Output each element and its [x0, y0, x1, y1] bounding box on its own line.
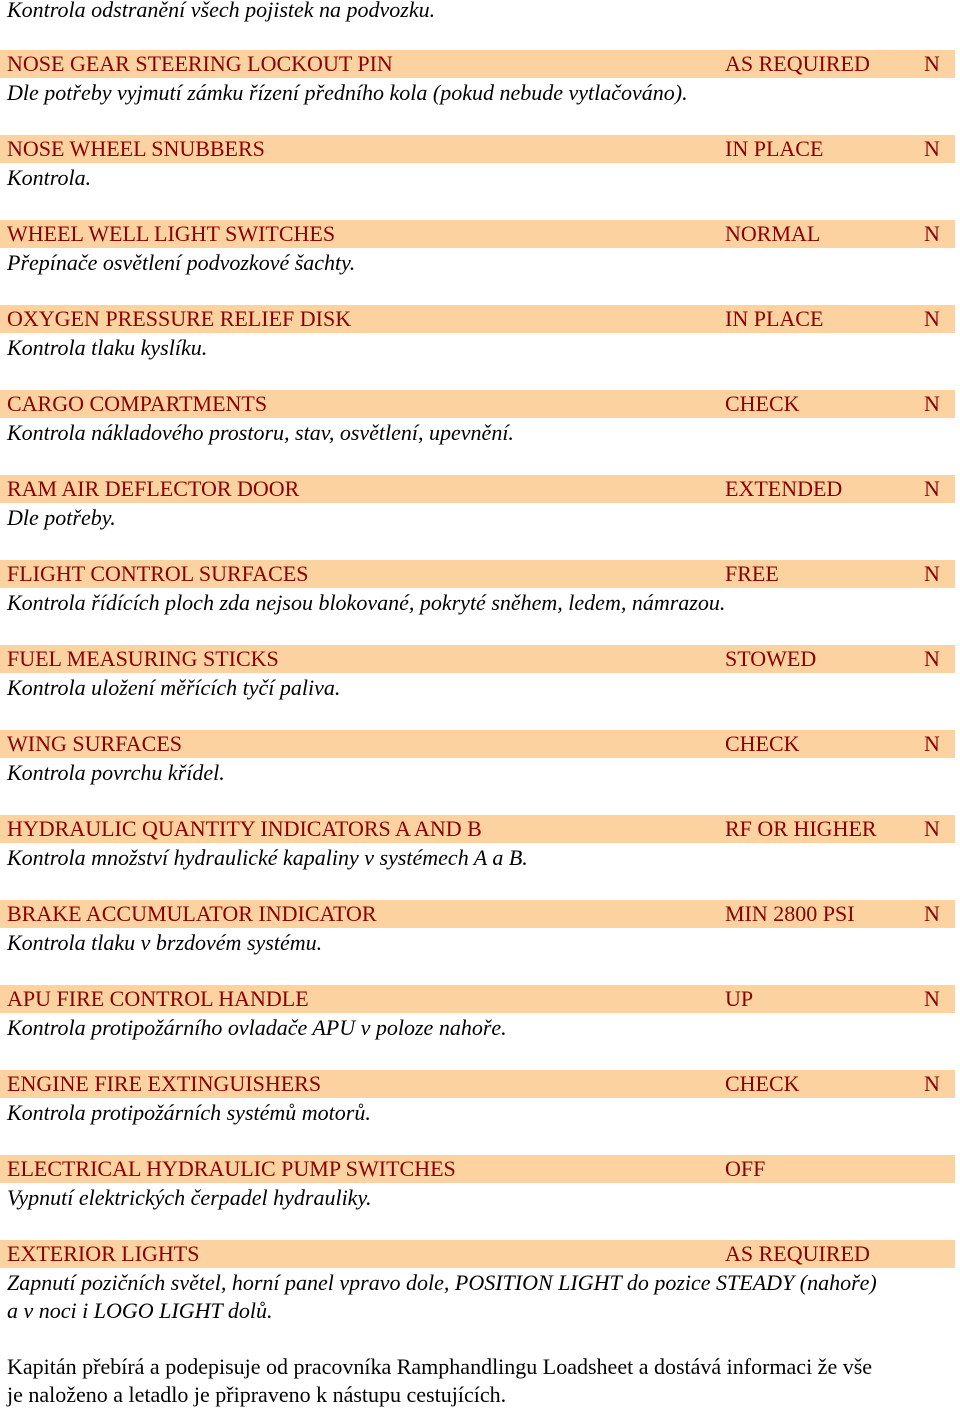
checklist-item: [0, 815, 955, 843]
item-name: WING SURFACES: [7, 731, 183, 756]
item-note: Kontrola tlaku v brzdovém systému.: [7, 930, 323, 955]
item-value: AS REQUIRED: [725, 1241, 870, 1266]
item-note: Dle potřeby.: [7, 505, 116, 530]
item-note-continued: a v noci i LOGO LIGHT dolů.: [7, 1298, 273, 1323]
checklist-item: [0, 560, 955, 588]
item-value: FREE: [725, 561, 779, 586]
item-value: UP: [725, 986, 754, 1011]
item-value: OFF: [725, 1156, 766, 1181]
item-value: MIN 2800 PSI: [725, 901, 855, 926]
item-value: IN PLACE: [725, 136, 824, 161]
item-note: Kontrola povrchu křídel.: [7, 760, 225, 785]
item-flag: N: [924, 306, 940, 331]
checklist-item: [0, 475, 955, 503]
item-note: Kontrola nákladového prostoru, stav, osvětlení, upevnění.: [7, 420, 514, 445]
item-value: RF OR HIGHER: [725, 816, 877, 841]
item-note: Zapnutí pozičních světel, horní panel vpravo dole, POSITION LIGHT do pozice STEADY (nahoře): [7, 1270, 877, 1295]
item-value: CHECK: [725, 731, 800, 756]
item-value: IN PLACE: [725, 306, 824, 331]
item-note: Kontrola.: [7, 165, 92, 190]
item-flag: N: [924, 731, 940, 756]
item-flag: N: [924, 646, 940, 671]
item-name: CARGO COMPARTMENTS: [7, 391, 268, 416]
item-flag: N: [924, 476, 940, 501]
item-name: FUEL MEASURING STICKS: [7, 646, 279, 671]
item-name: NOSE WHEEL SNUBBERS: [7, 136, 265, 161]
item-name: RAM AIR DEFLECTOR DOOR: [7, 476, 300, 501]
item-flag: N: [924, 221, 940, 246]
item-note: Přepínače osvětlení podvozkové šachty.: [7, 250, 356, 275]
item-flag: N: [924, 986, 940, 1011]
item-name: ELECTRICAL HYDRAULIC PUMP SWITCHES: [7, 1156, 456, 1181]
item-name: BRAKE ACCUMULATOR INDICATOR: [7, 901, 377, 926]
item-name: OXYGEN PRESSURE RELIEF DISK: [7, 306, 352, 331]
item-value: NORMAL: [725, 221, 821, 246]
checklist-item: [0, 50, 955, 78]
intro-note: Kontrola odstranění všech pojistek na podvozku.: [7, 0, 436, 22]
checklist-item: [0, 220, 955, 248]
item-note: Kontrola uložení měřících tyčí paliva.: [7, 675, 341, 700]
checklist-item: [0, 645, 955, 673]
final-paragraph-line-2: je naloženo a letadlo je připraveno k nástupu cestujících.: [7, 1382, 507, 1407]
item-note: Kontrola řídících ploch zda nejsou blokované, pokryté sněhem, ledem, námrazou.: [7, 590, 726, 615]
item-note: Vypnutí elektrických čerpadel hydrauliky.: [7, 1185, 372, 1210]
checklist-item: [0, 135, 955, 163]
item-value: EXTENDED: [725, 476, 843, 501]
checklist-item: [0, 900, 955, 928]
item-flag: N: [924, 391, 940, 416]
item-note: Kontrola protipožárního ovladače APU v poloze nahoře.: [7, 1015, 507, 1040]
item-flag: N: [924, 816, 940, 841]
item-flag: N: [924, 51, 940, 76]
item-name: WHEEL WELL LIGHT SWITCHES: [7, 221, 336, 246]
item-name: HYDRAULIC QUANTITY INDICATORS A AND B: [7, 816, 482, 841]
item-value: CHECK: [725, 1071, 800, 1096]
item-note: Kontrola množství hydraulické kapaliny v systémech A a B.: [7, 845, 528, 870]
item-name: EXTERIOR LIGHTS: [7, 1241, 200, 1266]
item-name: FLIGHT CONTROL SURFACES: [7, 561, 309, 586]
item-value: CHECK: [725, 391, 800, 416]
item-flag: N: [924, 136, 940, 161]
final-paragraph-line-1: Kapitán přebírá a podepisuje od pracovníka Ramphandlingu Loadsheet a dostává informaci že vše: [7, 1354, 873, 1379]
item-value: AS REQUIRED: [725, 51, 870, 76]
checklist-item: [0, 730, 955, 758]
checklist-item: [0, 305, 955, 333]
item-flag: N: [924, 901, 940, 926]
checklist-item: [0, 390, 955, 418]
item-note: Dle potřeby vyjmutí zámku řízení předního kola (pokud nebude vytlačováno).: [7, 80, 688, 105]
item-flag: N: [924, 561, 940, 586]
item-value: STOWED: [725, 646, 817, 671]
item-name: NOSE GEAR STEERING LOCKOUT PIN: [7, 51, 393, 76]
checklist-item: [0, 1155, 955, 1183]
item-name: ENGINE FIRE EXTINGUISHERS: [7, 1071, 322, 1096]
checklist-item: [0, 1240, 955, 1268]
item-note: Kontrola protipožárních systémů motorů.: [7, 1100, 371, 1125]
item-name: APU FIRE CONTROL HANDLE: [7, 986, 309, 1011]
checklist-item: [0, 985, 955, 1013]
checklist-item: [0, 1070, 955, 1098]
item-note: Kontrola tlaku kyslíku.: [7, 335, 208, 360]
item-flag: N: [924, 1071, 940, 1096]
